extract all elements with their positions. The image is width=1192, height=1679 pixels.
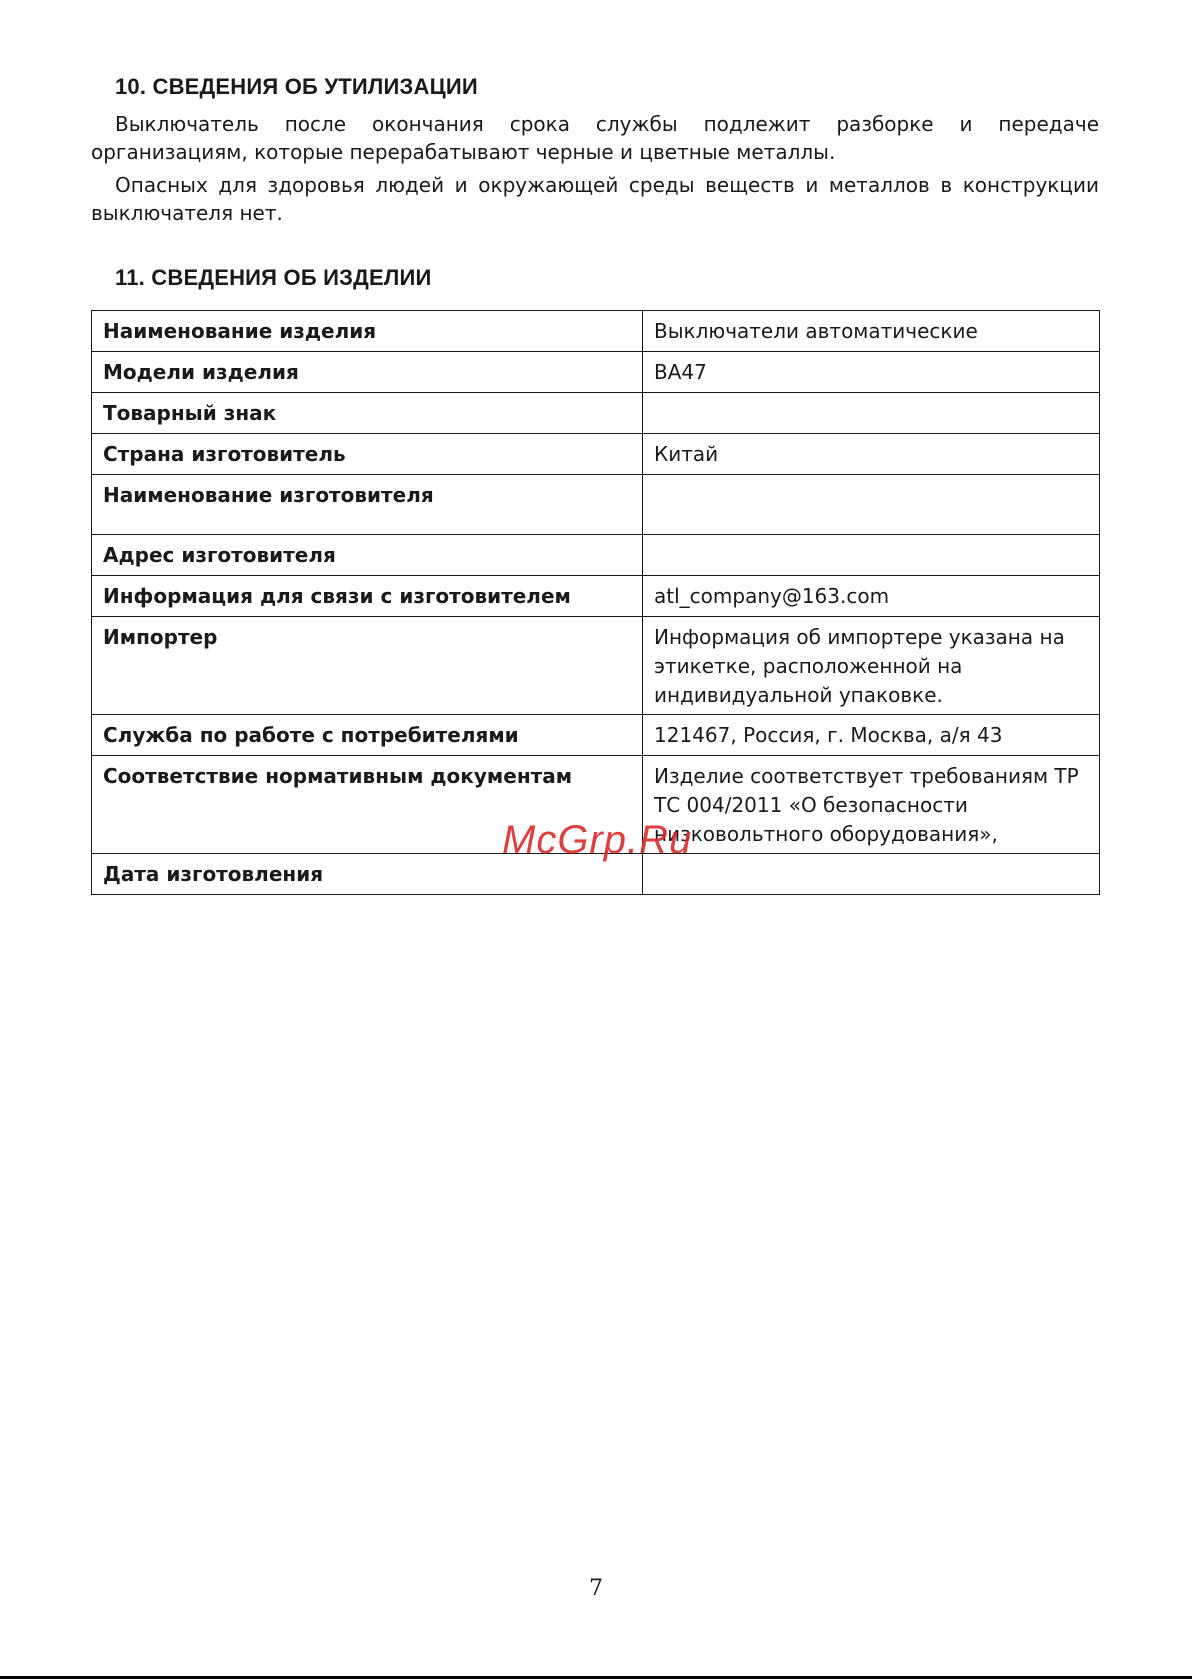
- table-row: [92, 854, 1100, 895]
- product-info-table: [91, 310, 1100, 895]
- row-value: [643, 535, 1100, 576]
- row-value: ВА47: [643, 352, 1100, 393]
- table-row: [92, 393, 1100, 434]
- row-label: Модели изделия: [92, 352, 643, 393]
- table-row: [92, 715, 1100, 756]
- watermark: McGrp.Ru: [502, 818, 693, 862]
- row-label: Наименование изделия: [92, 311, 643, 352]
- row-label: Товарный знак: [92, 393, 643, 434]
- row-label: Дата изготовления: [92, 854, 643, 895]
- section-11-title: 11. СВЕДЕНИЯ ОБ ИЗДЕЛИИ: [115, 265, 432, 290]
- table-row: [92, 434, 1100, 475]
- row-value: atl_company@163.com: [643, 576, 1100, 617]
- section-10-title: 10. СВЕДЕНИЯ ОБ УТИЛИЗАЦИИ: [115, 74, 478, 99]
- row-label: Информация для связи с изготовителем: [92, 576, 643, 617]
- row-value: 121467, Россия, г. Москва, а/я 43: [643, 715, 1100, 756]
- row-value: Изделие соответствует требованиям ТР ТС 004/2011 «О безопасности низковольтного оборудования»,: [643, 756, 1100, 854]
- section-10-paragraph-1: Выключатель после окончания срока службы подлежит разборке и передаче организациям, которые перерабатывают черные и цветные металлы.: [91, 112, 1099, 164]
- row-label: Импортер: [92, 617, 643, 715]
- section-10-paragraph-2: Опасных для здоровья людей и окружающей среды веществ и металлов в конструкции выключателя нет.: [91, 173, 1099, 225]
- table-row: [92, 311, 1100, 352]
- row-label: Служба по работе с потребителями: [92, 715, 643, 756]
- table-row: [92, 617, 1100, 715]
- table-row: [92, 352, 1100, 393]
- table-row: [92, 475, 1100, 535]
- table-row: [92, 576, 1100, 617]
- row-value: [643, 475, 1100, 535]
- row-value: Информация об импортере указана на этикетке, расположенной на индивидуальной упаковке.: [643, 617, 1100, 715]
- row-value: [643, 393, 1100, 434]
- table-row: [92, 756, 1100, 854]
- row-value: Китай: [643, 434, 1100, 475]
- page-number: 7: [589, 1576, 603, 1601]
- row-label: Наименование изготовителя: [92, 475, 643, 535]
- row-label: Адрес изготовителя: [92, 535, 643, 576]
- row-value: [643, 854, 1100, 895]
- row-label: Страна изготовитель: [92, 434, 643, 475]
- row-value: Выключатели автоматические: [643, 311, 1100, 352]
- table-row: [92, 535, 1100, 576]
- row-label: Соответствие нормативным документам: [92, 756, 643, 854]
